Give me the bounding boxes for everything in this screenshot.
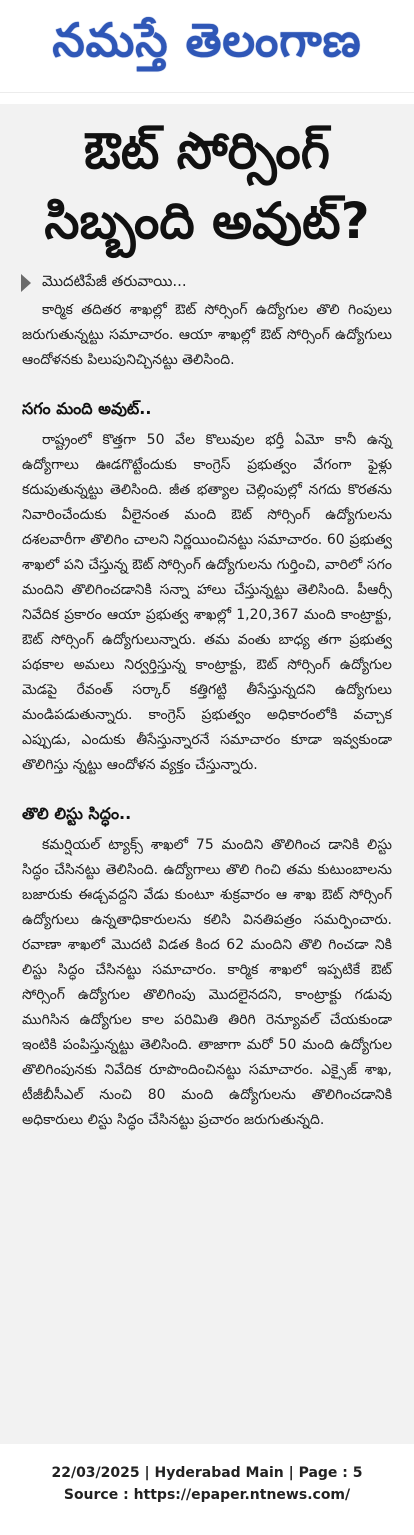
edition-info: 22/03/2025 | Hyderabad Main | Page : 5 [51,1465,363,1481]
article-headline [0,104,414,256]
newspaper-logo: నమస్తే తెలంగాణ [52,13,362,67]
masthead [0,0,414,93]
source-link[interactable]: Source : https://epaper.ntnews.com/ [63,1487,351,1503]
article-clipping [0,104,414,1444]
section-1-body: రాష్ట్రంలో కొత్తగా 50 వేల కొలువుల భర్తీ ఏమో కానీ ఉన్న ఉద్యోగాలు ఊడగొట్టేందుకు కాంగ్రెస్ ప్రభుత్వం వేగంగా ఫైళ్లు కదుపుతున్నట్టు తెలిసింది. జీత భత్యాల చెల్లింపుల్లో నగదు కొరతను నివారించేందుకు వీలైనంత మంది ఔట్ సోర్సింగ్ ఉద్యోగులను దశలవారీగా తొలిగిం చాలని నిర్ణయించినట్టు సమాచారం. 60 ప్రభుత్వ శాఖలో పని చేస్తున్న ఔట్ సోర్సింగ్ ఉద్యోగులను గుర్తించి, వారిలో సగం మందిని తొలిగించడానికి సన్నా హాలు చేస్తున్నట్టు తెలిసింది. పీఆర్సీ నివేదిక ప్రకారం ఆయా ప్రభుత్వ శాఖల్లో 1,20,367 మంది కాంట్రాక్టు, ఔట్ సోర్సింగ్ ఉద్యోగులున్నారు. తమ వంతు బాధ్య తగా ప్రభుత్వ పథకాల అమలు నిర్వర్తిస్తున్న కాంట్రాక్టు, ఔట్ సోర్సింగ్ ఉద్యోగుల మెడపై రేవంత్ సర్కార్ కత్తిగట్టి తీసేస్తున్నదని ఉద్యోగులు మండిపడుతున్నారు. కాంగ్రెస్ ప్రభుత్వం అధికారంలోకి వచ్చాక ఎప్పుడు, ఎందుకు తీసేస్తున్నారనే సమాచారం కూడా ఇవ్వకుండా తొలిగిస్తు న్నట్టు ఆందోళన వ్యక్తం చేస్తున్నారు. [22,432,392,773]
continued-label: మొదటిపేజీ తరువాయి... [42,272,187,290]
page-footer [0,1462,414,1506]
section-1-heading: సగం మంది అవుట్.. [22,399,152,418]
continued-from-front-page [18,272,414,294]
section-2-heading: తొలి లిస్టు సిద్ధం.. [22,804,132,823]
headline-line-2: సిబ్బంది అవుట్? [44,192,370,250]
article-intro: కార్మిక తదితర శాఖల్లో ఔట్ సోర్సింగ్ ఉద్యోగుల తొలి గింపులు జరుగుతున్నట్టు సమాచారం. ఆయా శాఖల్లో ఔట్ సోర్సింగ్ ఉద్యోగులు ఆందోళనకు పిలుపునిచ్చినట్టు తెలిసింది. [22,302,392,368]
headline-line-1: ఔట్ సోర్సింగ్ [84,122,330,180]
chevron-right-icon [18,272,34,294]
section-2-body: కమర్షియల్ ట్యాక్స్ శాఖలో 75 మందిని తొలిగించ డానికి లిస్టు సిద్ధం చేసినట్టు తెలిసింది. ఉద్యోగాలు తొలి గించి తమ కుటుంబాలను బజారుకు ఈడ్చవద్దని వేడు కుంటూ శుక్రవారం ఆ శాఖ ఔట్ సోర్సింగ్ ఉద్యోగులు ఉన్నతాధికారులను కలిసి వినతిపత్రం సమర్పించారు. రవాణా శాఖలో మొదటి విడత కింద 62 మందిని తొలి గించడా నికి లిస్టు సిద్ధం చేసినట్టు సమాచారం. కార్మిక శాఖలో ఇప్పటికే ఔట్ సోర్సింగ్ ఉద్యోగుల తొలిగింపు మొదలైనదని, కాంట్రాక్టు గడువు ముగిసిన ఉద్యోగుల కాల పరిమితి తిరిగి రెన్యూవల్ చేయకుండా ఇంటికి పంపిస్తున్నట్టు తెలిసింది. తాజాగా మరో 50 మంది ఉద్యోగుల తొలిగింపునకు నివేదిక రూపొందించినట్టు సమాచారం. ఎక్సైజ్ శాఖ, టీజీబీసీఎల్ నుంచి 80 మంది ఉద్యోగులను తొలిగించడానికి అధికారులు లిస్టు సిద్ధం చేసినట్టు ప్రచారం జరుగుతున్నది. [22,837,392,1128]
